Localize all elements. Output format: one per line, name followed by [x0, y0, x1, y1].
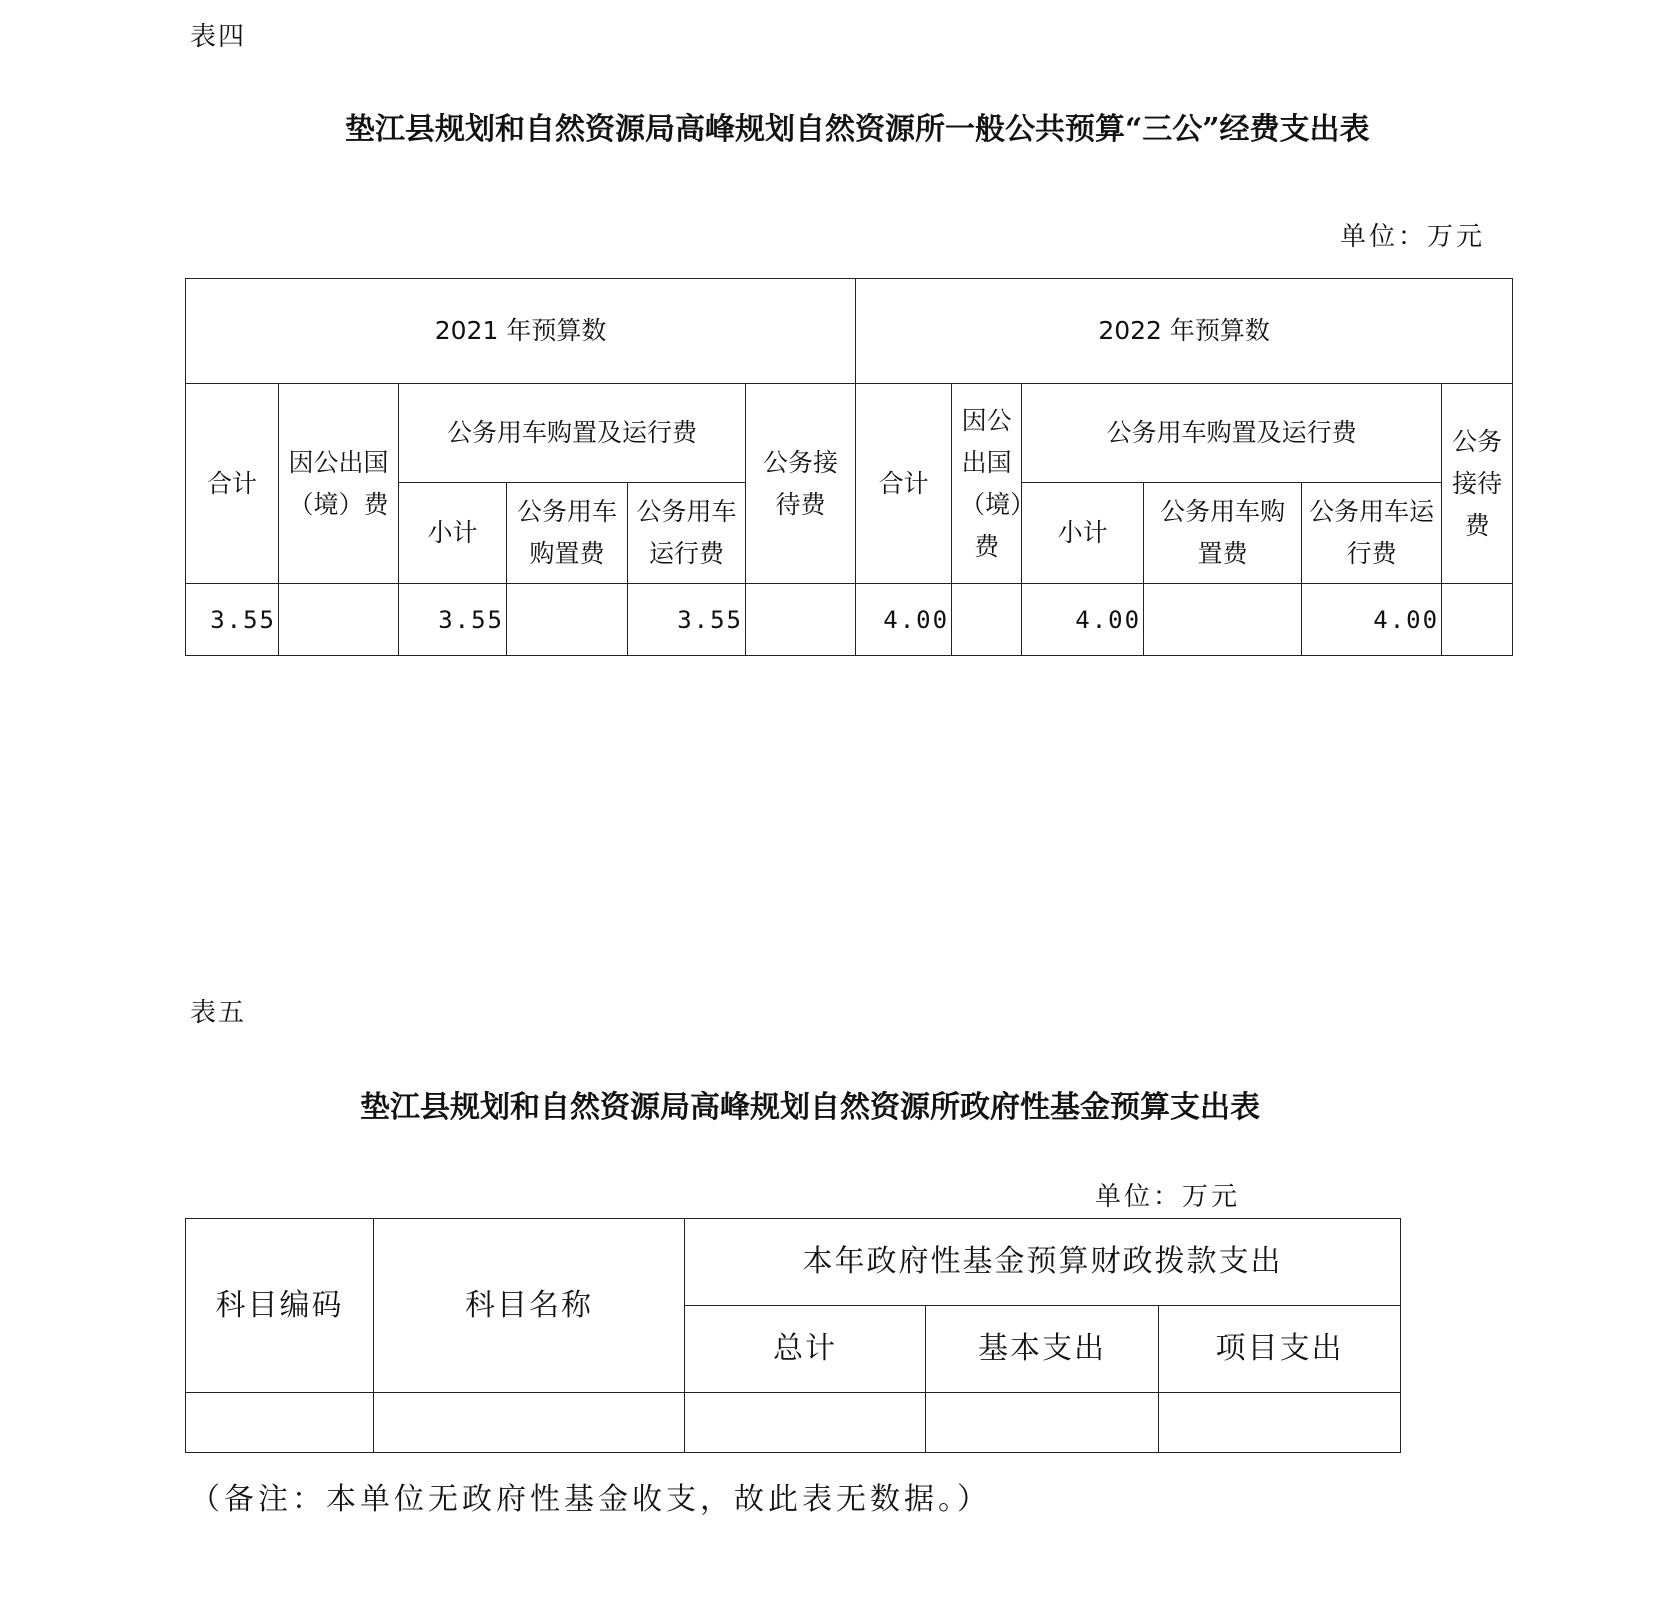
header-car-purchase-2021: 公务用车购置费	[507, 483, 628, 584]
header-total-2022: 合计	[856, 384, 952, 584]
table4-unit: 单位：万元	[1340, 222, 1486, 252]
header-subject-name: 科目名称	[374, 1219, 685, 1393]
header-car-operation-2021: 公务用车运行费	[628, 483, 746, 584]
cell-abroad-2022	[952, 584, 1022, 656]
cell-abroad-2021	[279, 584, 399, 656]
table5-note: （备注：本单位无政府性基金收支，故此表无数据。）	[190, 1482, 991, 1517]
cell-car-operation-2021: 3.55	[628, 584, 746, 656]
header-reception-2021: 公务接待费	[746, 384, 856, 584]
cell-project-expenditure	[1159, 1393, 1401, 1453]
header-year-2022: 2022 年预算数	[856, 279, 1513, 384]
cell-car-operation-2022: 4.00	[1302, 584, 1442, 656]
table4-label: 表四	[190, 22, 247, 52]
header-abroad-2021: 因公出国（境）费	[279, 384, 399, 584]
table4-title: 垫江县规划和自然资源局高峰规划自然资源所一般公共预算“三公”经费支出表	[345, 112, 1370, 147]
header-total-2021: 合计	[186, 384, 279, 584]
cell-car-purchase-2022	[1144, 584, 1302, 656]
cell-car-purchase-2021	[507, 584, 628, 656]
cell-reception-2022	[1442, 584, 1513, 656]
table4-three-public-expenses	[185, 278, 1513, 656]
cell-total-2022: 4.00	[856, 584, 952, 656]
header-subject-code: 科目编码	[186, 1219, 374, 1393]
cell-subtotal-2022: 4.00	[1022, 584, 1144, 656]
cell-total-2021: 3.55	[186, 584, 279, 656]
cell-subtotal-2021: 3.55	[399, 584, 507, 656]
header-grand-total: 总计	[685, 1306, 926, 1393]
header-reception-2022: 公务接待费	[1442, 384, 1513, 584]
table5-title: 垫江县规划和自然资源局高峰规划自然资源所政府性基金预算支出表	[360, 1090, 1260, 1125]
cell-reception-2021	[746, 584, 856, 656]
header-project-expenditure: 项目支出	[1159, 1306, 1401, 1393]
header-subtotal-2021: 小计	[399, 483, 507, 584]
cell-subject-code	[186, 1393, 374, 1453]
cell-subject-name	[374, 1393, 685, 1453]
header-subtotal-2022: 小计	[1022, 483, 1144, 584]
table5-unit: 单位：万元	[1095, 1182, 1241, 1212]
header-car-purchase-2022: 公务用车购置费	[1144, 483, 1302, 584]
header-basic-expenditure: 基本支出	[926, 1306, 1159, 1393]
header-year-2021: 2021 年预算数	[186, 279, 856, 384]
cell-grand-total	[685, 1393, 926, 1453]
header-fund-expenditure: 本年政府性基金预算财政拨款支出	[685, 1219, 1401, 1306]
table5-government-fund	[185, 1218, 1401, 1453]
table5-label: 表五	[190, 998, 247, 1028]
header-car-group-2021: 公务用车购置及运行费	[399, 384, 746, 483]
cell-basic-expenditure	[926, 1393, 1159, 1453]
header-car-operation-2022: 公务用车运行费	[1302, 483, 1442, 584]
header-car-group-2022: 公务用车购置及运行费	[1022, 384, 1442, 483]
header-abroad-2022: 因公出国（境）费	[952, 384, 1022, 584]
